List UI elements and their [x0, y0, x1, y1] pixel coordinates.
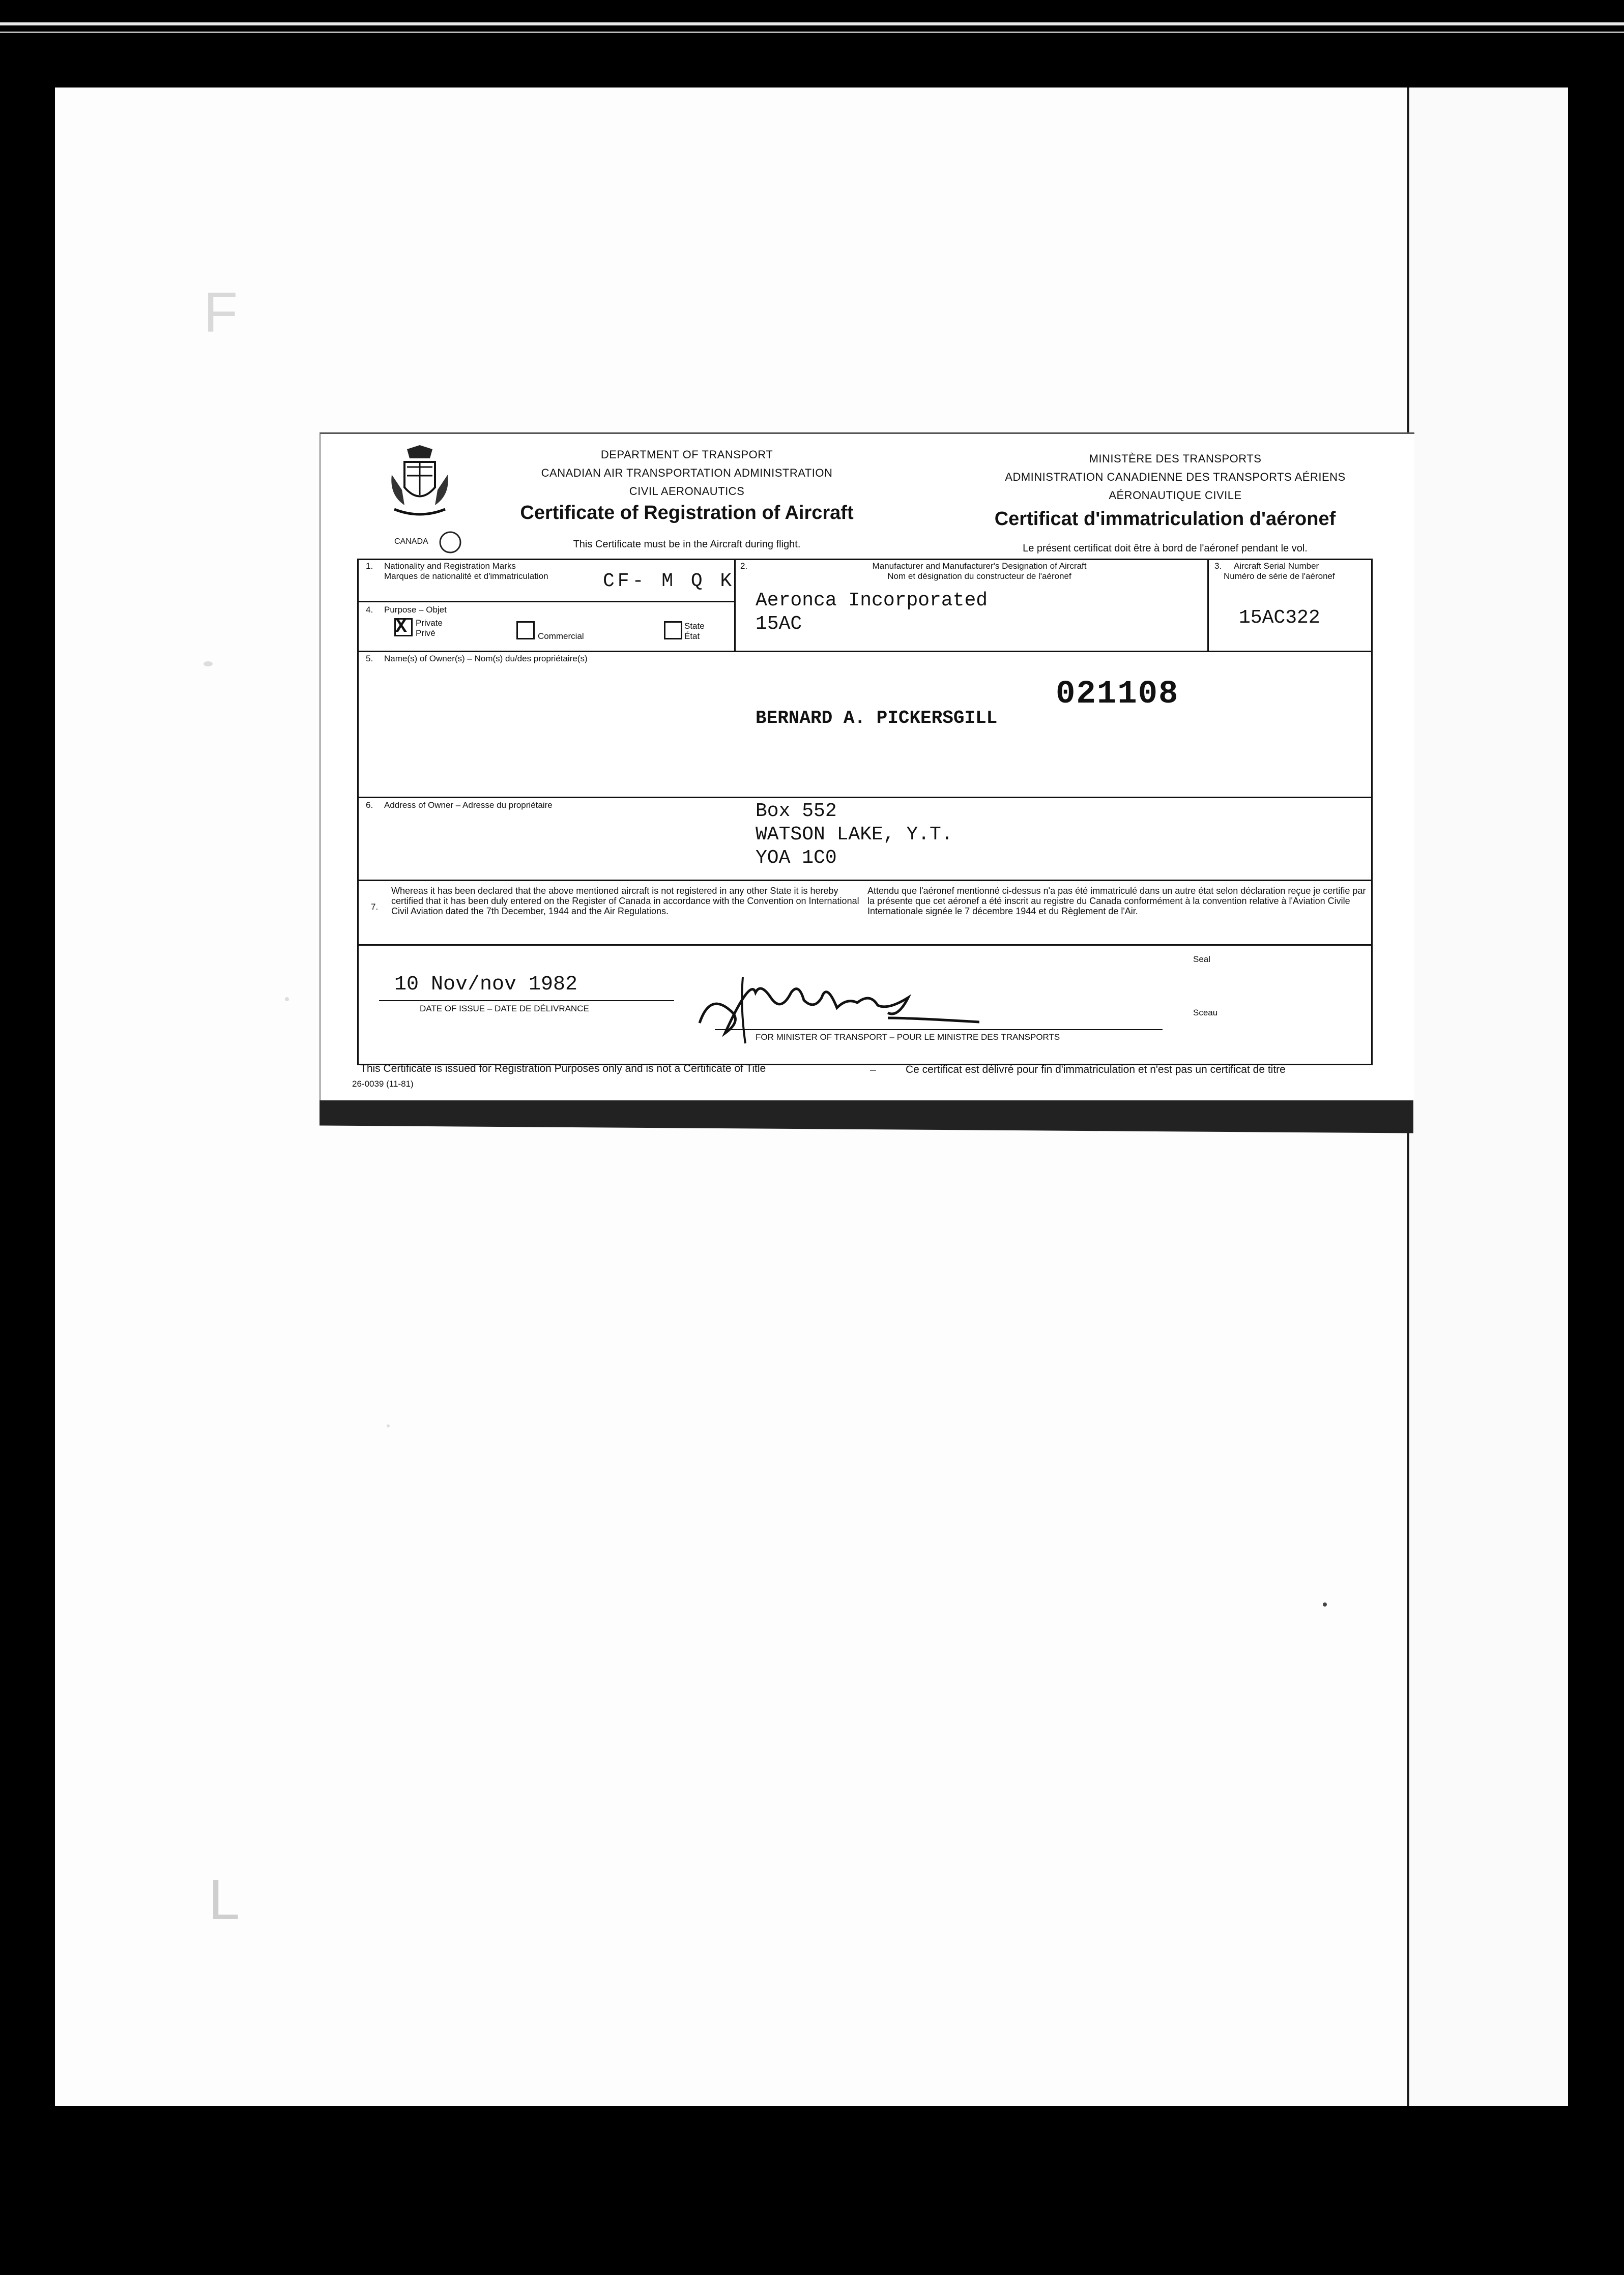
row-divider [359, 797, 1371, 798]
canada-label: CANADA [394, 537, 428, 546]
owner-name-value: BERNARD A. PICKERSGILL [756, 708, 998, 728]
private-check-mark: X [395, 616, 407, 638]
field-6-label: Address of Owner – Adresse du propriétaire [384, 800, 553, 810]
dept-line-fr: MINISTÈRE DES TRANSPORTS [1089, 452, 1262, 465]
field-3-label-fr: Numéro de série de l'aéronef [1224, 571, 1335, 581]
field-1-label-en: Nationality and Registration Marks [384, 561, 516, 571]
purpose-private-en: Private [416, 618, 443, 628]
scan-speck [1323, 1602, 1327, 1607]
minister-label: FOR MINISTER OF TRANSPORT – POUR LE MINISTRE DES TRANSPORTS [756, 1032, 1060, 1042]
serial-number-value: 15AC322 [1239, 607, 1320, 629]
form-number: 26-0039 (11-81) [352, 1079, 414, 1089]
declaration-text-fr: Attendu que l'aéronef mentionné ci-dessus n'a pas été immatriculé dans un autre état selon déclaration reçue je certifie par la présente que cet aéronef a été inscrit au registre du Canada conformément à la convention relative à l'Aviation Civile Internationale signée le 7 décembre 1944 et du Règlement de l'Air. [867, 886, 1366, 916]
date-of-issue-value: 10 Nov/nov 1982 [394, 973, 578, 996]
row-divider [359, 880, 1371, 881]
scan-speck [387, 1424, 390, 1427]
field-5-number: 5. [366, 654, 373, 663]
seal-label-en: Seal [1193, 954, 1211, 964]
field-2-label-en: Manufacturer and Manufacturer's Designation of Aircraft [872, 561, 1087, 571]
field-3-number: 3. [1214, 561, 1222, 571]
manufacturer-value: Aeronca Incorporated [756, 590, 988, 611]
stamp-number: 021108 [1056, 676, 1179, 713]
field-6-number: 6. [366, 800, 373, 810]
cell-divider [359, 601, 734, 602]
purpose-state-fr: État [684, 631, 700, 641]
commercial-checkbox [516, 621, 535, 639]
scan-speck [204, 661, 213, 666]
address-line-2: WATSON LAKE, Y.T. [756, 824, 953, 845]
field-4-label: Purpose – Objet [384, 605, 447, 615]
registration-marks-value: CF- M Q K [603, 570, 735, 592]
margin-mark-bottom: L [209, 1869, 240, 1931]
certificate-title-fr: Certificat d'immatriculation d'aéronef [994, 508, 1336, 530]
admin-line-fr: ADMINISTRATION CANADIENNE DES TRANSPORTS AÉRIENS [1005, 471, 1346, 483]
registration-certificate [320, 432, 1414, 1100]
punch-hole-icon [438, 530, 463, 555]
state-checkbox [664, 621, 682, 639]
field-1-label-fr: Marques de nationalité et d'immatriculation [384, 571, 548, 581]
certificate-title-en: Certificate of Registration of Aircraft [520, 502, 854, 523]
field-1-number: 1. [366, 561, 373, 571]
declaration-text-en: Whereas it has been declared that the above mentioned aircraft is not registered in any other State it is hereby certified that it has been duly entered on the Register of Canada in accordance with the Convention on International Civil Aviation dated the 7th December, 1944 and the Air Regulations. [391, 886, 859, 916]
purpose-private-fr: Privé [416, 628, 436, 638]
civil-aero-fr: AÉRONAUTIQUE CIVILE [1109, 489, 1242, 502]
page-right-strip [1407, 88, 1568, 2106]
designation-value: 15AC [756, 613, 802, 635]
admin-line-en: CANADIAN AIR TRANSPORTATION ADMINISTRATION [541, 466, 833, 479]
scan-speck [285, 997, 289, 1001]
field-2-label-fr: Nom et désignation du constructeur de l'aéronef [887, 571, 1071, 581]
certificate-note-en: This Certificate must be in the Aircraft during flight. [573, 539, 801, 550]
address-line-3: YOA 1C0 [756, 847, 837, 869]
row-divider [359, 944, 1371, 946]
field-5-label: Name(s) of Owner(s) – Nom(s) du/des propriétaire(s) [384, 654, 588, 663]
address-line-1: Box 552 [756, 800, 837, 822]
certificate-form [357, 559, 1373, 1065]
dept-line-en: DEPARTMENT OF TRANSPORT [600, 448, 773, 461]
footer-text-en: This Certificate is issued for Registration Purposes only and is not a Certificate of Title [360, 1063, 766, 1074]
signature-line [715, 1029, 1163, 1030]
footer-dash: – [870, 1064, 876, 1075]
field-2-number: 2. [740, 561, 748, 571]
coat-of-arms-icon [387, 444, 453, 520]
seal-label-fr: Sceau [1193, 1008, 1218, 1017]
scan-top-edge-2 [0, 32, 1624, 33]
margin-mark-top: F [204, 281, 238, 344]
certificate-note-fr: Le présent certificat doit être à bord de l'aéronef pendant le vol. [1023, 543, 1308, 554]
civil-aero-en: CIVIL AERONAUTICS [629, 485, 745, 498]
field-7-number: 7. [371, 902, 379, 912]
purpose-state-en: State [684, 621, 705, 631]
field-3-label-en: Aircraft Serial Number [1234, 561, 1319, 571]
field-4-number: 4. [366, 605, 373, 615]
date-of-issue-label: DATE OF ISSUE – DATE DE DÉLIVRANCE [420, 1004, 589, 1013]
row-divider [359, 651, 1371, 652]
col-divider [1207, 560, 1209, 651]
purpose-commercial: Commercial [538, 631, 584, 641]
footer-text-fr: Ce certificat est délivré pour fin d'immatriculation et n'est pas un certificat de titre [906, 1064, 1286, 1075]
scan-top-edge [0, 22, 1624, 25]
date-underline [379, 1000, 674, 1001]
